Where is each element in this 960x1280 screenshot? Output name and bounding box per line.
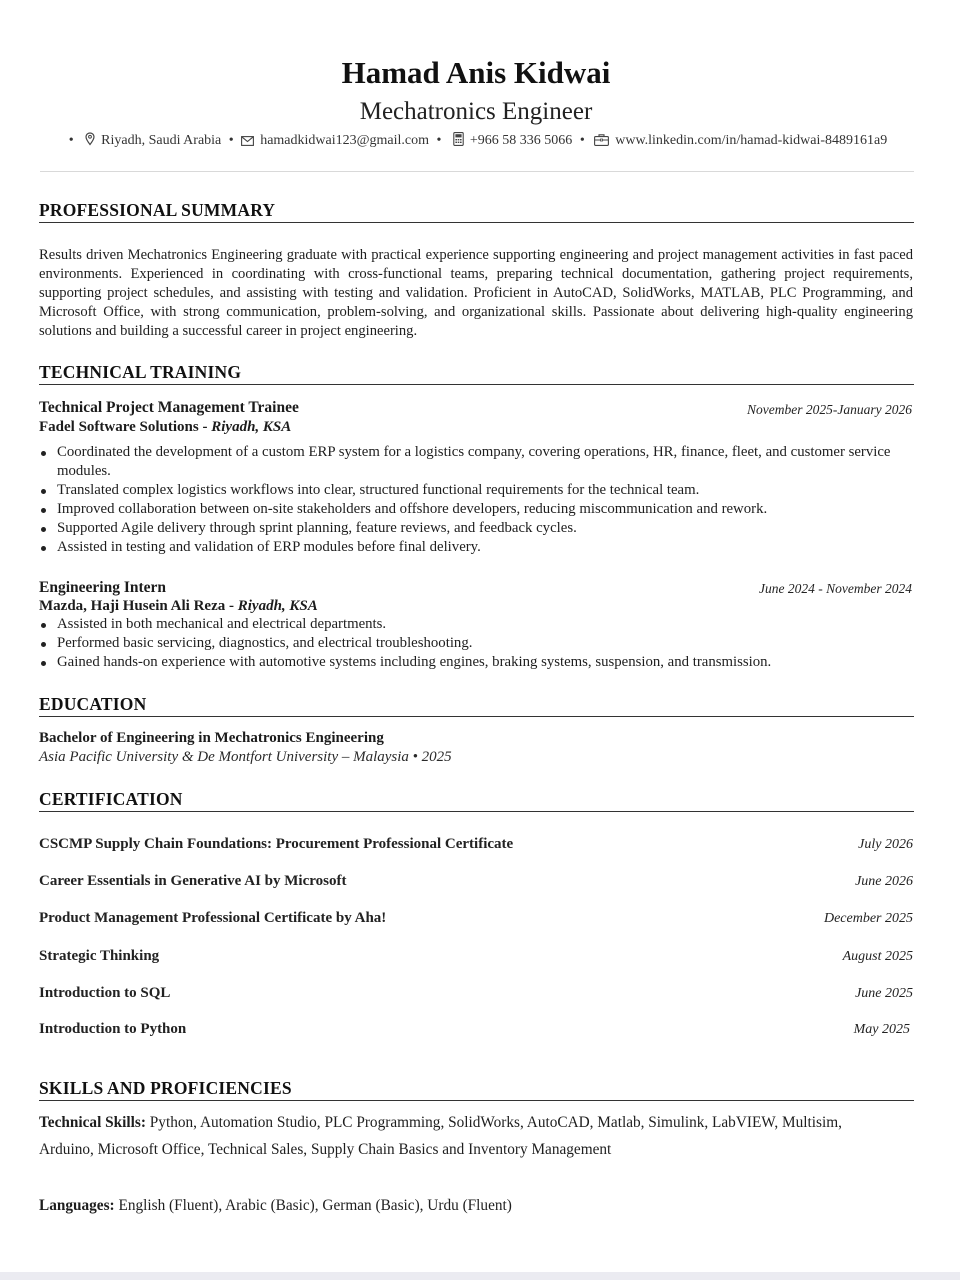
job-2-date: June 2024 - November 2024	[759, 581, 912, 596]
section-heading-training: TECHNICAL TRAINING	[39, 361, 914, 385]
technical-skills-line-2: Arduino, Microsoft Office, Technical Sales, Supply Chain Basics and Inventory Management	[39, 1141, 612, 1158]
contact-line	[0, 131, 952, 151]
cert-date: June 2026	[855, 874, 913, 889]
cert-date: December 2025	[823, 911, 913, 926]
technical-skills-line-1	[39, 1113, 842, 1133]
job-2-title: Engineering Intern	[39, 579, 167, 596]
list-item: Supported Agile delivery through sprint planning, feature reviews, and feedback cycles.	[39, 519, 915, 538]
job-1-title: Technical Project Management Trainee	[39, 399, 299, 416]
cert-name: Strategic Thinking	[39, 948, 160, 964]
job-2-location: Riyadh, KSA	[237, 598, 318, 614]
job-1-company-name: Fadel Software Solutions -	[39, 419, 212, 435]
languages-line	[39, 1196, 512, 1216]
bullet-separator: •	[68, 133, 74, 148]
linkedin-link[interactable]: www.linkedin.com/in/hamad-kidwai-8489161a9	[615, 133, 888, 148]
job-2-company-name: Mazda, Haji Husein Ali Reza -	[39, 598, 238, 614]
summary-text: Results driven Mechatronics Engineering graduate with practical experience supporting engineering and project management activities in fast paced environments. Experienced in coordinating with cross-functional teams, preparing technical documentation, gathering project requirements, supporting project schedules, and assisting with testing and validation. Proficient in AutoCAD, SolidWorks, MATLAB, PLC Programming, and Microsoft Office, with strong communication, problem-solving, and organizational skills. Passionate about delivering high-quality engineering solutions and building a successful career in project engineering.	[39, 247, 913, 339]
list-item: Performed basic servicing, diagnostics, and electrical troubleshooting.	[39, 634, 915, 653]
education-degree: Bachelor of Engineering in Mechatronics Engineering	[39, 730, 384, 746]
section-heading-education: EDUCATION	[39, 693, 914, 717]
languages-label: Languages:	[39, 1197, 115, 1214]
list-item: Coordinated the development of a custom ERP system for a logistics company, covering operations, HR, finance, fleet, and customer service modules.	[39, 443, 915, 481]
job-2-company	[39, 597, 318, 616]
location-text: Riyadh, Saudi Arabia	[101, 133, 222, 148]
bullet-separator: •	[579, 133, 585, 148]
job-1-company	[39, 418, 291, 437]
list-item: Translated complex logistics workflows into clear, structured functional requirements for the technical team.	[39, 481, 915, 500]
list-item: Assisted in testing and validation of ERP modules before final delivery.	[39, 538, 915, 557]
section-heading-skills: SKILLS AND PROFICIENCIES	[39, 1077, 914, 1101]
job-1-date: November 2025-January 2026	[747, 402, 912, 417]
cert-name: Career Essentials in Generative AI by Microsoft	[39, 873, 347, 889]
job-title: Mechatronics Engineer	[359, 98, 593, 125]
briefcase-icon	[594, 134, 609, 146]
cert-name: CSCMP Supply Chain Foundations: Procurement Professional Certificate	[39, 836, 514, 852]
candidate-name: Hamad Anis Kidwai	[341, 55, 611, 90]
list-item: Improved collaboration between on-site stakeholders and offshore developers, reducing miscommunication and rework.	[39, 500, 915, 519]
cert-name: Introduction to SQL	[39, 985, 171, 1001]
list-item: Assisted in both mechanical and electrical departments.	[39, 615, 915, 634]
list-item: Gained hands-on experience with automotive systems including engines, braking systems, suspension, and transmission.	[39, 653, 915, 672]
phone-text: +966 58 336 5066	[469, 133, 573, 148]
header-divider	[40, 171, 914, 172]
cert-date: May 2025	[853, 1022, 910, 1037]
location-pin-icon	[85, 132, 95, 146]
cert-name: Product Management Professional Certificate by Aha!	[39, 910, 387, 926]
bullet-separator: •	[436, 133, 442, 148]
cert-date: August 2025	[842, 949, 913, 964]
technical-skills-label: Technical Skills:	[39, 1114, 146, 1131]
education-detail: Asia Pacific University & De Montfort University – Malaysia • 2025	[39, 749, 452, 765]
cert-name: Introduction to Python	[39, 1021, 187, 1037]
section-heading-summary: PROFESSIONAL SUMMARY	[39, 199, 914, 223]
languages-text: English (Fluent), Arabic (Basic), German (Basic), Urdu (Fluent)	[118, 1197, 512, 1214]
job-1-bullets	[39, 443, 915, 557]
technical-skills-text: Python, Automation Studio, PLC Programming, SolidWorks, AutoCAD, Matlab, Simulink, LabVIEW, Multisim,	[149, 1114, 842, 1131]
cert-date: June 2025	[855, 986, 913, 1001]
envelope-icon	[241, 136, 254, 146]
phone-icon	[453, 132, 464, 146]
section-heading-certification: CERTIFICATION	[39, 788, 914, 812]
cert-date: July 2026	[858, 837, 913, 852]
job-1-location: Riyadh, KSA	[211, 419, 292, 435]
email-link[interactable]: hamadkidwai123@gmail.com	[260, 133, 429, 148]
bullet-separator: •	[228, 133, 234, 148]
job-2-bullets	[39, 615, 915, 672]
